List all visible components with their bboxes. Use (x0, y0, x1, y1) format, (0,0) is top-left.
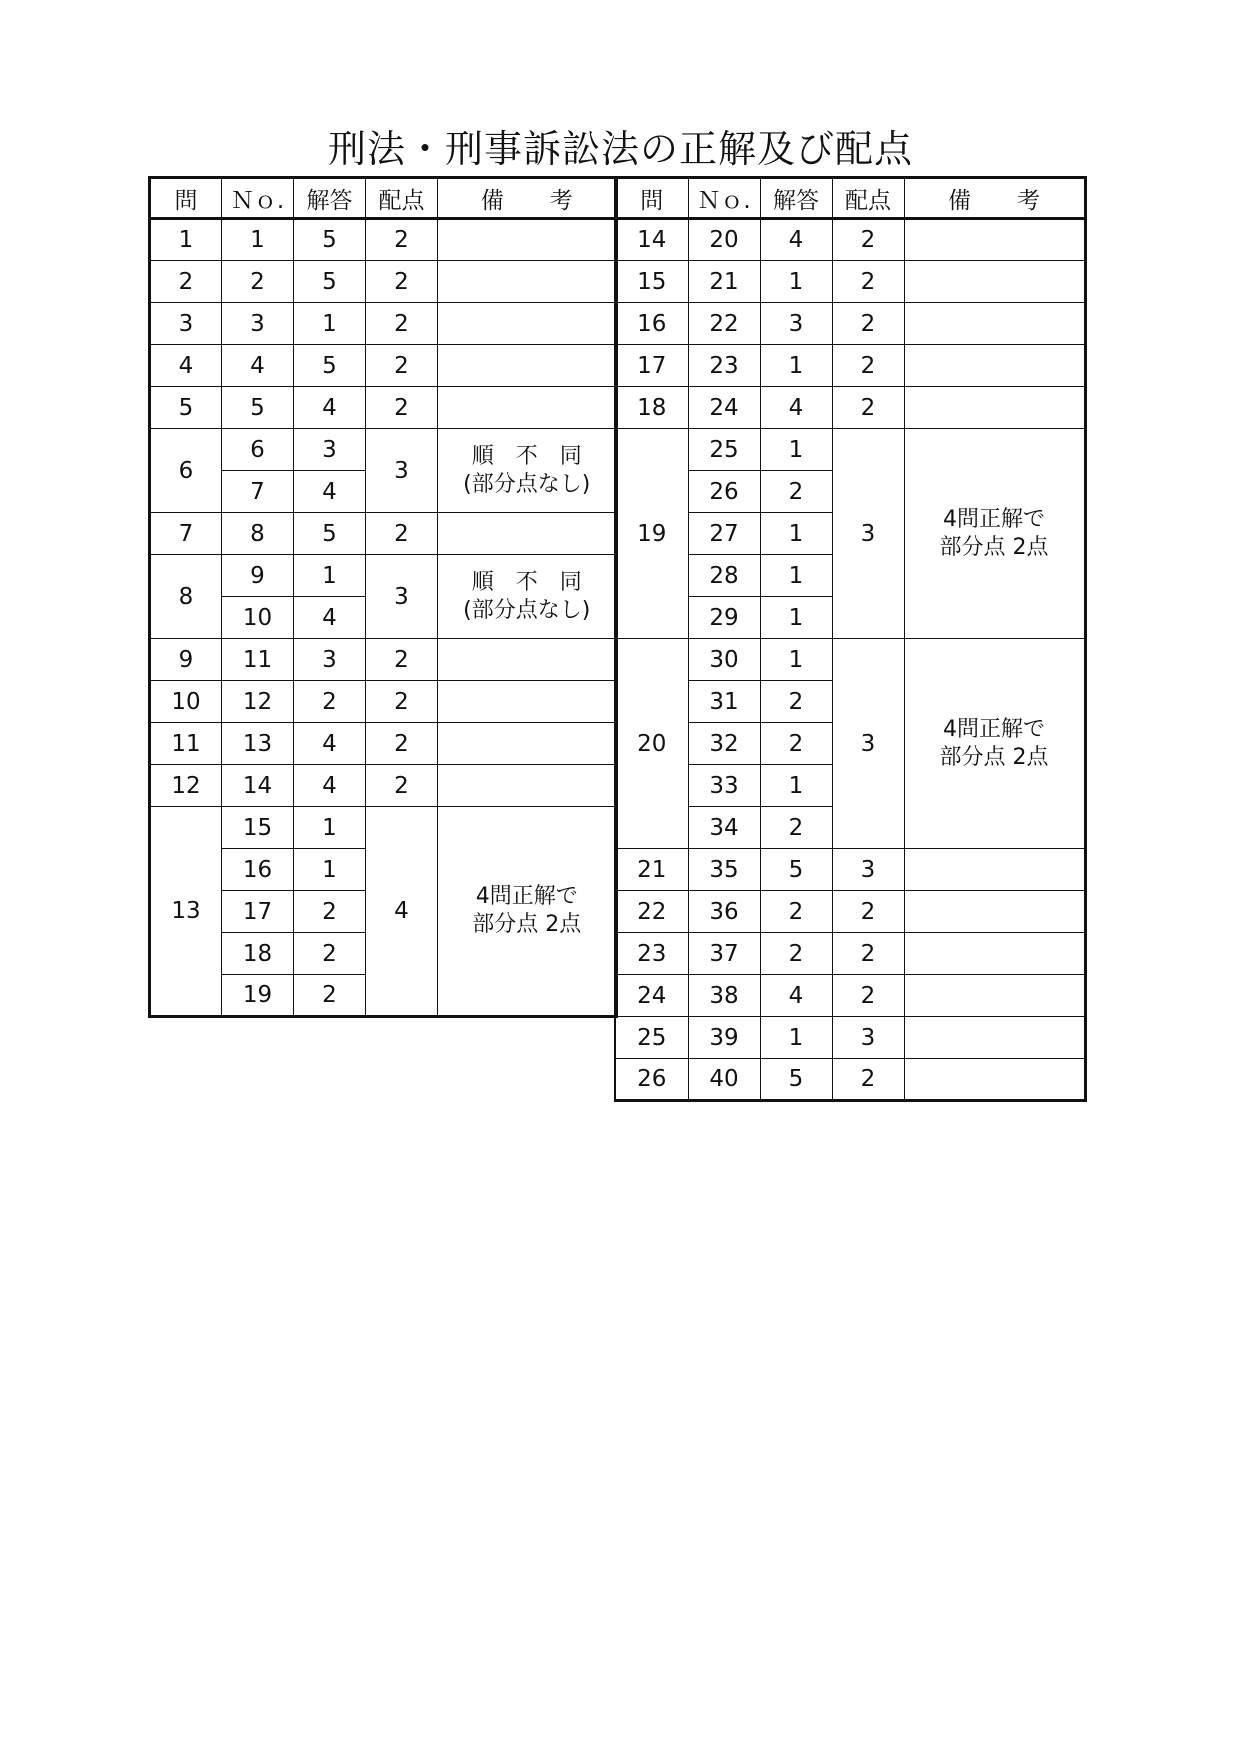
question-number: 20 (615, 639, 688, 849)
remarks-cell (438, 303, 617, 345)
answer-value: 2 (760, 723, 832, 765)
remarks-cell (904, 1059, 1085, 1101)
points-value: 2 (832, 933, 904, 975)
item-number: 4 (222, 345, 294, 387)
question-number: 6 (150, 429, 222, 513)
item-number: 32 (688, 723, 760, 765)
header-question: 問 (150, 178, 222, 219)
table-row (150, 807, 617, 849)
answer-value: 2 (294, 681, 366, 723)
answer-value: 4 (294, 597, 366, 639)
item-number: 23 (688, 345, 760, 387)
question-number: 17 (615, 345, 688, 387)
item-number: 24 (688, 387, 760, 429)
table-row (150, 303, 617, 345)
table-row (615, 849, 1085, 891)
points-value: 2 (366, 345, 438, 387)
header-remarks: 備 考 (904, 178, 1085, 219)
table-row (615, 933, 1085, 975)
header-row (615, 178, 1085, 219)
item-number: 28 (688, 555, 760, 597)
answer-value: 2 (294, 933, 366, 975)
answer-table-right (614, 176, 1087, 1102)
points-value: 2 (832, 891, 904, 933)
question-number: 12 (150, 765, 222, 807)
question-number: 21 (615, 849, 688, 891)
remark-line: 部分点 2点 (472, 912, 582, 937)
table-row (150, 429, 617, 471)
question-number: 16 (615, 303, 688, 345)
item-number: 37 (688, 933, 760, 975)
table-row (615, 261, 1085, 303)
points-value: 3 (832, 1017, 904, 1059)
table-row (150, 765, 617, 807)
answer-value: 1 (760, 639, 832, 681)
points-value: 2 (366, 303, 438, 345)
item-number: 8 (222, 513, 294, 555)
points-value: 3 (832, 429, 904, 639)
remarks-cell (438, 429, 617, 513)
remarks-cell (904, 345, 1085, 387)
remarks-cell (904, 891, 1085, 933)
item-number: 17 (222, 891, 294, 933)
item-number: 18 (222, 933, 294, 975)
remarks-cell (904, 303, 1085, 345)
remarks-cell (904, 975, 1085, 1017)
table-row (615, 1017, 1085, 1059)
answer-value: 1 (760, 555, 832, 597)
remark-line: 順 不 同 (471, 443, 582, 469)
answer-value: 1 (294, 555, 366, 597)
answer-value: 2 (760, 933, 832, 975)
page-title: 刑法・刑事訴訟法の正解及び配点 (327, 127, 913, 171)
table-row (615, 387, 1085, 429)
answer-value: 1 (294, 303, 366, 345)
item-number: 9 (222, 555, 294, 597)
item-number: 11 (222, 639, 294, 681)
remarks-cell (904, 849, 1085, 891)
item-number: 14 (222, 765, 294, 807)
points-value: 2 (832, 1059, 904, 1101)
table-row (150, 387, 617, 429)
remarks-cell (438, 387, 617, 429)
item-number: 39 (688, 1017, 760, 1059)
answer-value: 1 (760, 261, 832, 303)
points-value: 3 (366, 429, 438, 513)
remark-line: 4問正解で (943, 716, 1045, 742)
question-number: 22 (615, 891, 688, 933)
item-number: 2 (222, 261, 294, 303)
item-number: 7 (222, 471, 294, 513)
question-number: 23 (615, 933, 688, 975)
remarks-cell (904, 387, 1085, 429)
answer-value: 1 (294, 807, 366, 849)
table-row (615, 345, 1085, 387)
answer-value: 2 (760, 891, 832, 933)
remarks-cell (438, 261, 617, 303)
item-number: 21 (688, 261, 760, 303)
answer-table-right-body (615, 178, 1085, 1101)
question-number: 4 (150, 345, 222, 387)
header-points: 配点 (366, 178, 438, 219)
table-row (150, 261, 617, 303)
question-number: 15 (615, 261, 688, 303)
header-remarks: 備 考 (438, 178, 617, 219)
table-row (615, 429, 1085, 471)
item-number: 40 (688, 1059, 760, 1101)
question-number: 26 (615, 1059, 688, 1101)
answer-value: 1 (294, 849, 366, 891)
question-number: 18 (615, 387, 688, 429)
table-row (150, 555, 617, 597)
remark-line: 部分点 2点 (939, 744, 1049, 770)
table-row (150, 681, 617, 723)
answer-value: 1 (760, 765, 832, 807)
answer-value: 5 (760, 849, 832, 891)
item-number: 19 (222, 975, 294, 1017)
answer-value: 5 (294, 513, 366, 555)
header-answer: 解答 (760, 178, 832, 219)
table-row (615, 639, 1085, 681)
item-number: 16 (222, 849, 294, 891)
points-value: 3 (832, 639, 904, 849)
answer-value: 5 (294, 219, 366, 261)
question-number: 5 (150, 387, 222, 429)
remarks-cell (904, 219, 1085, 261)
remarks-cell (438, 807, 617, 1017)
item-number: 1 (222, 219, 294, 261)
question-number: 9 (150, 639, 222, 681)
item-number: 10 (222, 597, 294, 639)
table-row (615, 891, 1085, 933)
remarks-cell (438, 765, 617, 807)
item-number: 27 (688, 513, 760, 555)
remarks-cell (438, 513, 617, 555)
points-value: 2 (832, 219, 904, 261)
answer-value: 5 (294, 261, 366, 303)
item-number: 3 (222, 303, 294, 345)
remark-line: 4問正解で (943, 506, 1045, 532)
answer-value: 1 (760, 513, 832, 555)
remark-line: 部分点 2点 (939, 534, 1049, 560)
remark-line: (部分点なし) (463, 597, 591, 623)
answer-value: 4 (760, 975, 832, 1017)
points-value: 2 (366, 723, 438, 765)
points-value: 2 (366, 387, 438, 429)
remark-line: 4問正解で (475, 884, 578, 909)
points-value: 3 (832, 849, 904, 891)
answer-value: 3 (294, 429, 366, 471)
answer-value: 2 (760, 807, 832, 849)
points-value: 3 (366, 555, 438, 639)
points-value: 2 (832, 261, 904, 303)
points-value: 2 (366, 261, 438, 303)
points-value: 2 (832, 303, 904, 345)
remark-line: 順 不 同 (471, 569, 582, 595)
points-value: 2 (832, 975, 904, 1017)
item-number: 35 (688, 849, 760, 891)
table-row (615, 303, 1085, 345)
item-number: 25 (688, 429, 760, 471)
remarks-cell (438, 681, 617, 723)
question-number: 2 (150, 261, 222, 303)
remarks-cell (438, 219, 617, 261)
question-number: 3 (150, 303, 222, 345)
answer-value: 4 (294, 765, 366, 807)
header-answer: 解答 (294, 178, 366, 219)
answer-value: 1 (760, 345, 832, 387)
question-number: 1 (150, 219, 222, 261)
points-value: 2 (366, 681, 438, 723)
answer-value: 2 (294, 891, 366, 933)
item-number: 15 (222, 807, 294, 849)
points-value: 2 (366, 639, 438, 681)
points-value: 2 (832, 387, 904, 429)
remarks-cell (904, 933, 1085, 975)
header-points: 配点 (832, 178, 904, 219)
table-row (150, 219, 617, 261)
answer-value: 3 (294, 639, 366, 681)
table-row (150, 345, 617, 387)
item-number: 12 (222, 681, 294, 723)
table-row (150, 639, 617, 681)
item-number: 26 (688, 471, 760, 513)
remarks-cell (438, 723, 617, 765)
remarks-cell (438, 345, 617, 387)
answer-value: 2 (760, 471, 832, 513)
answer-table-left (148, 176, 618, 1018)
table-row (615, 1059, 1085, 1101)
points-value: 4 (366, 807, 438, 1017)
item-number: 22 (688, 303, 760, 345)
answer-value: 2 (294, 975, 366, 1017)
question-number: 10 (150, 681, 222, 723)
points-value: 2 (366, 513, 438, 555)
answer-value: 4 (294, 723, 366, 765)
answer-value: 4 (760, 387, 832, 429)
table-row (615, 975, 1085, 1017)
question-number: 19 (615, 429, 688, 639)
item-number: 38 (688, 975, 760, 1017)
answer-value: 1 (760, 1017, 832, 1059)
answer-value: 1 (760, 597, 832, 639)
item-number: 33 (688, 765, 760, 807)
remarks-cell (904, 639, 1085, 849)
header-row (150, 178, 617, 219)
header-number: Ｎｏ. (688, 178, 760, 219)
answer-value: 3 (760, 303, 832, 345)
answer-value: 1 (760, 429, 832, 471)
remarks-cell (904, 261, 1085, 303)
table-row (150, 513, 617, 555)
answer-value: 4 (294, 387, 366, 429)
answer-value: 2 (760, 681, 832, 723)
answer-value: 5 (294, 345, 366, 387)
question-number: 25 (615, 1017, 688, 1059)
header-question: 問 (615, 178, 688, 219)
answer-table-left-body (150, 178, 617, 1017)
remarks-cell (904, 429, 1085, 639)
table-row (615, 219, 1085, 261)
item-number: 31 (688, 681, 760, 723)
item-number: 36 (688, 891, 760, 933)
remarks-cell (438, 639, 617, 681)
answer-value: 5 (760, 1059, 832, 1101)
item-number: 34 (688, 807, 760, 849)
question-number: 24 (615, 975, 688, 1017)
remark-line: (部分点なし) (463, 471, 591, 497)
table-row (150, 723, 617, 765)
item-number: 20 (688, 219, 760, 261)
points-value: 2 (832, 345, 904, 387)
remarks-cell (438, 555, 617, 639)
answer-value: 4 (294, 471, 366, 513)
item-number: 29 (688, 597, 760, 639)
item-number: 30 (688, 639, 760, 681)
remarks-cell (904, 1017, 1085, 1059)
points-value: 2 (366, 219, 438, 261)
question-number: 14 (615, 219, 688, 261)
question-number: 11 (150, 723, 222, 765)
question-number: 8 (150, 555, 222, 639)
item-number: 5 (222, 387, 294, 429)
item-number: 6 (222, 429, 294, 471)
question-number: 13 (150, 807, 222, 1017)
question-number: 7 (150, 513, 222, 555)
points-value: 2 (366, 765, 438, 807)
header-number: Ｎｏ. (222, 178, 294, 219)
item-number: 13 (222, 723, 294, 765)
answer-value: 4 (760, 219, 832, 261)
